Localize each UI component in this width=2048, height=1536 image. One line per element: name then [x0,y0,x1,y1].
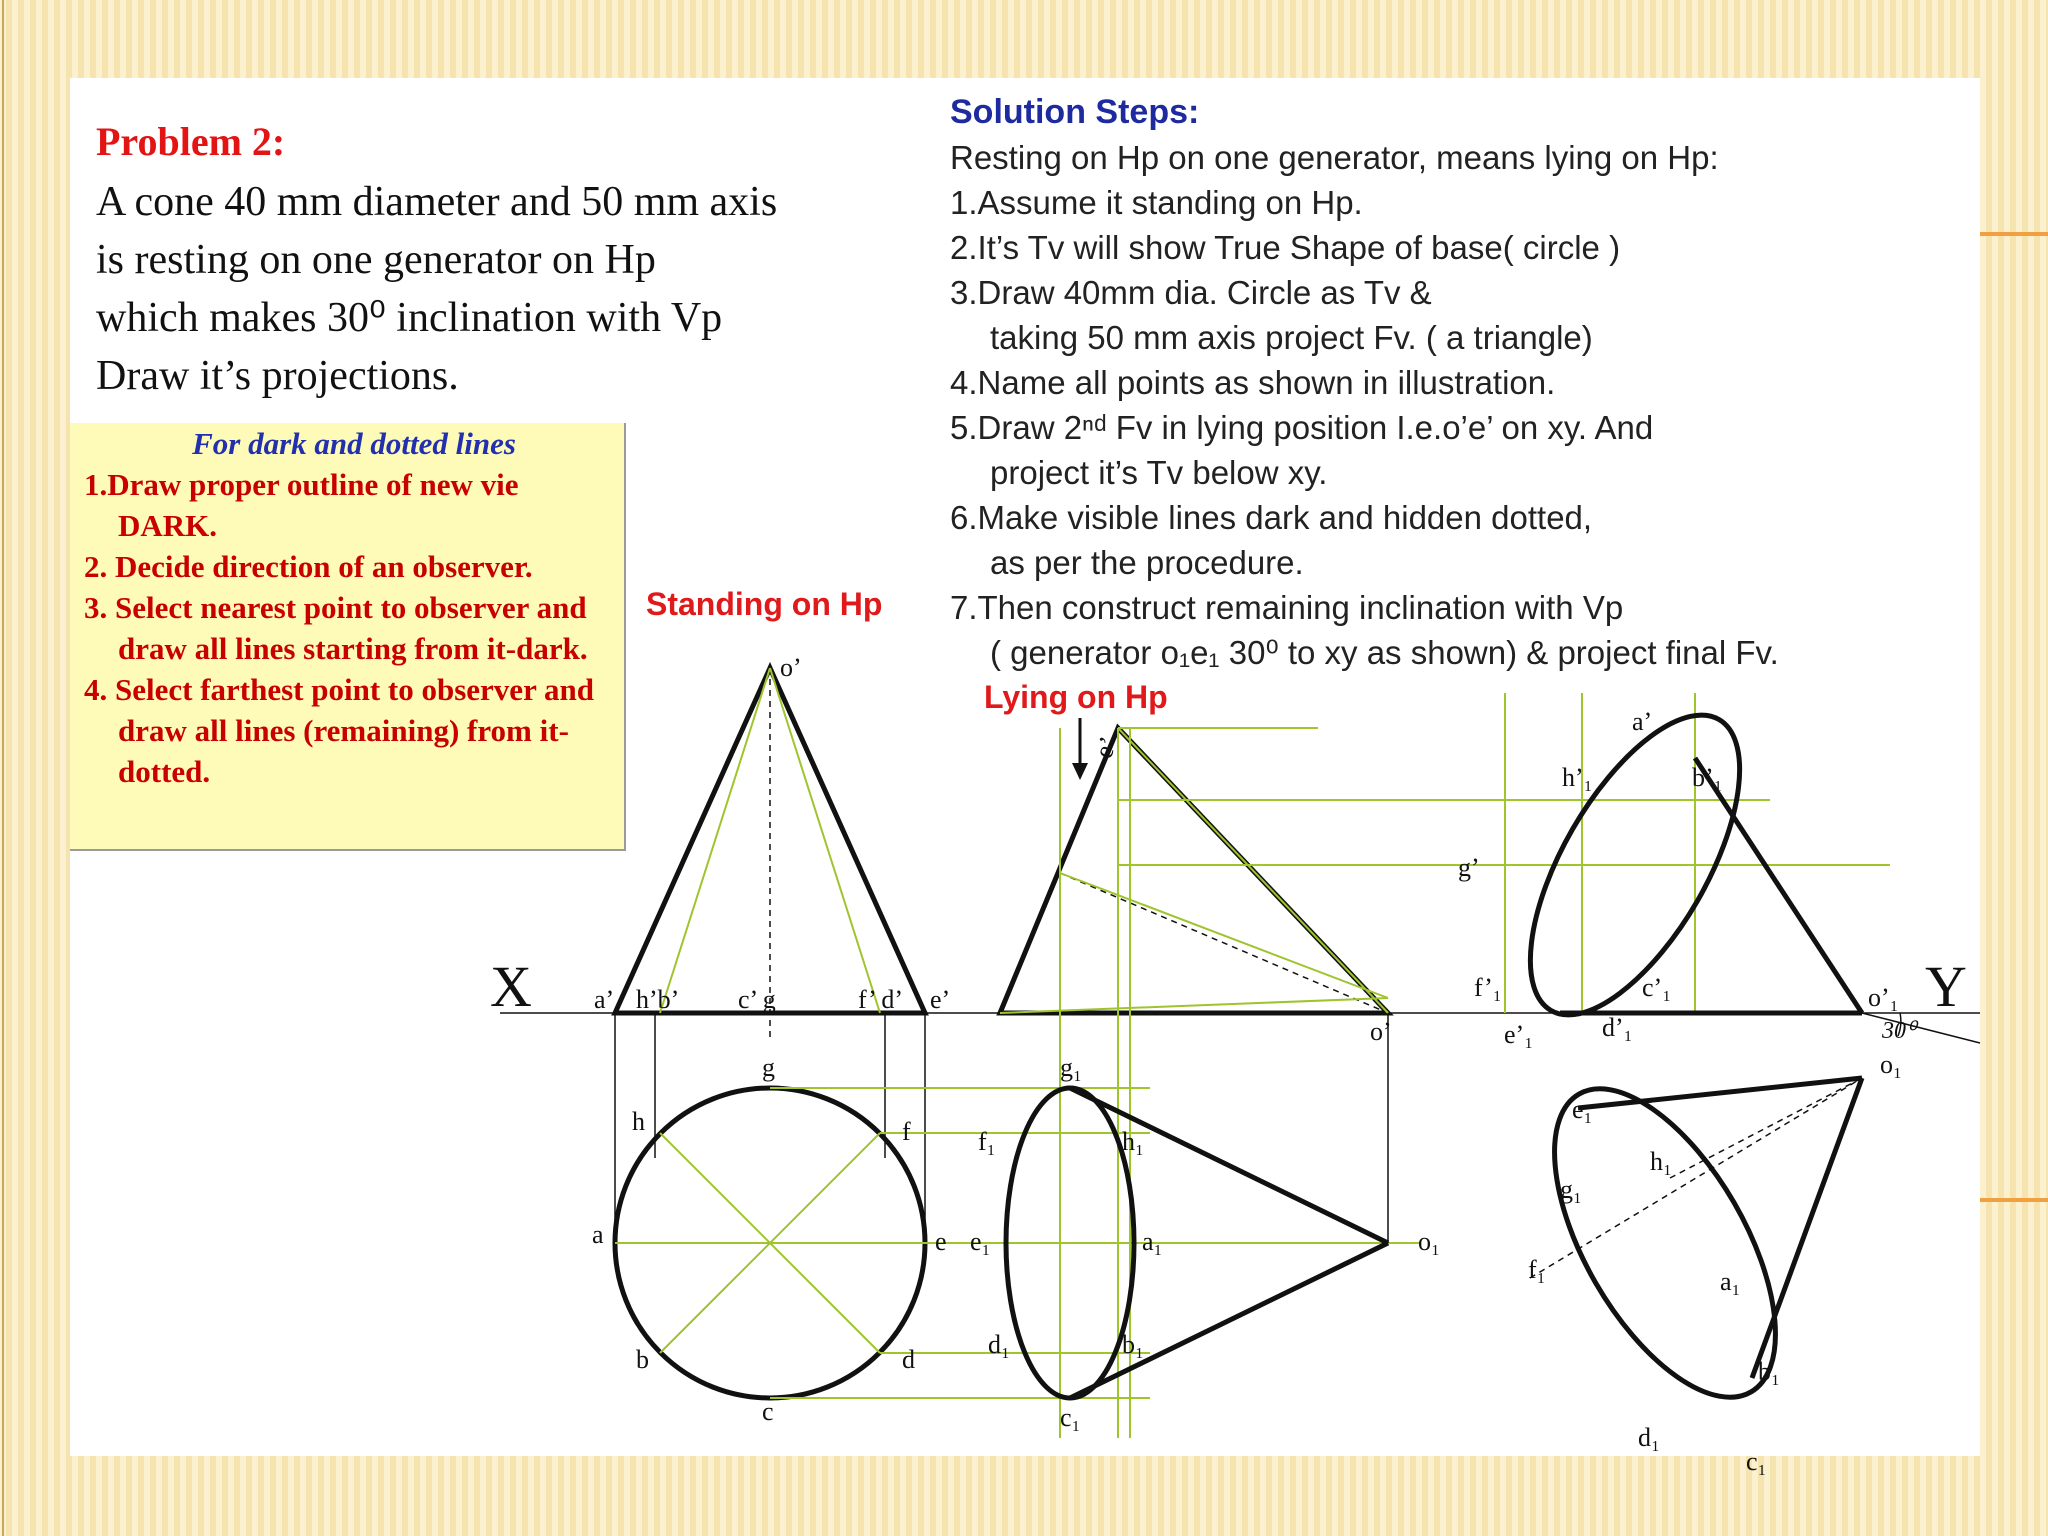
step-line: project it’s Tv below xy. [990,454,1328,491]
fv1-label: e’ [930,985,951,1014]
tv3-label: g₁ [1560,1175,1583,1204]
step-line: 5.Draw 2ⁿᵈ Fv in lying position I.e.o’e’ on xy. And [950,409,1654,446]
fv2-generator [1060,873,1388,998]
fv3-label: d’₁ [1602,1013,1633,1042]
fv3-label: a’ [1632,707,1653,736]
note-title: For dark and dotted lines [192,426,516,461]
tv3-label: a₁ [1720,1267,1741,1296]
angle-label: 30⁰ [1882,1018,1916,1044]
standing-on-hp-label: Standing on Hp [646,586,883,622]
accent-bar-top [1978,232,2048,236]
lying-on-hp-label: Lying on Hp [984,679,1168,715]
tv2-label: h₁ [1122,1127,1145,1156]
fv2-generator [1118,728,1388,1013]
fv3-label: g’ [1458,853,1480,882]
fv2-axis [1060,873,1388,1013]
fv3-label: c’₁ [1642,973,1672,1002]
tv2-label: c₁ [1060,1403,1081,1432]
tv3-label: h₁ [1650,1147,1673,1176]
fv1-label: h’b’ [636,985,680,1014]
tv2-label: b₁ [1122,1330,1145,1359]
fv-lying-cone [1000,728,1392,1046]
fv3-label: b’₁ [1692,763,1723,792]
tv3-generator [1752,1078,1862,1378]
tv3-label: o₁ [1880,1050,1903,1079]
problem-line: Draw it’s projections. [96,353,459,399]
fv1-triangle [615,668,925,1013]
fv3-label: e’₁ [1504,1020,1534,1049]
tv1-label: d [902,1345,915,1374]
tv2-label: e₁ [970,1227,991,1256]
problem-title: Problem 2: [96,119,286,164]
fv1-generator [770,668,880,1013]
tv1-label: a [592,1220,604,1249]
tv2-label: g₁ [1060,1053,1083,1082]
step-line: 3.Draw 40mm dia. Circle as Tv & [950,274,1432,311]
projection-diagram [70,78,1980,1476]
tv2-label: a₁ [1142,1227,1163,1256]
step-line: 4.Name all points as shown in illustration. [950,364,1556,401]
step-line: 6.Make visible lines dark and hidden dotted, [950,499,1593,536]
note-item: 1.Draw proper outline of new vie DARK. [84,467,519,543]
note-item: 2. Decide direction of an observer. [84,549,533,584]
fv3-label: f’₁ [1474,973,1502,1002]
slide-frame-line [2,0,4,1536]
tv1-label: g [762,1053,775,1082]
tv1-label: b [636,1345,649,1374]
tv2-label: o₁ [1418,1227,1441,1256]
step-line: 1.Assume it standing on Hp. [950,184,1363,221]
step-line: Resting on Hp on one generator, means lying on Hp: [950,139,1719,176]
tv1-label: e [935,1227,947,1256]
y-label: Y [1925,954,1967,1019]
note-item: 3. Select nearest point to observer and draw all lines starting from it-dark. [84,590,588,666]
fv-standing-cone [594,653,950,1038]
fv1-label: f’ d’ [858,985,903,1014]
problem-line: A cone 40 mm diameter and 50 mm axis [96,179,778,225]
step-line: as per the procedure. [990,544,1304,581]
note-item: 4. Select farthest point to observer and draw all lines (remaining) from it- dotted. [84,672,595,789]
x-label: X [490,954,532,1019]
fv1-generator [660,668,770,1013]
tv1-label: f [902,1117,911,1146]
step-line: taking 50 mm axis project Fv. ( a triangle) [990,319,1593,356]
tv3-label: b₁ [1758,1357,1781,1386]
fv3-label: o’₁ [1868,983,1899,1012]
fv3-generator [1695,758,1862,1013]
fv-final-cone [1118,684,1899,1049]
tv-final-cone [1510,1050,1902,1476]
tv1-label: c [762,1397,774,1426]
fv3-label: h’₁ [1562,763,1593,792]
tv1-label: h [632,1107,645,1136]
tv3-label: c₁ [1746,1447,1767,1476]
tv3-label: d₁ [1638,1423,1661,1452]
accent-bar-bottom [1978,1198,2048,1202]
tv3-label: e₁ [1572,1095,1593,1124]
observer-arrow-icon [1072,763,1088,780]
step-line: 2.It’s Tv will show True Shape of base( circle ) [950,229,1621,266]
fv2-label: e’ [1088,732,1124,763]
fv2-triangle [1000,728,1388,1013]
tv2-label: f₁ [978,1127,996,1156]
steps-title: Solution Steps: [950,93,1200,131]
problem-line: which makes 30⁰ inclination with Vp [96,295,723,341]
tv3-label: f₁ [1528,1255,1546,1284]
fv1-label: a’ [594,985,615,1014]
fv1-label: c’ g [738,985,776,1014]
step-line: ( generator o₁e₁ 30⁰ to xy as shown) & project final Fv. [990,634,1779,671]
problem-line: is resting on one generator on Hp [96,237,656,283]
fv1-label: o’ [780,653,802,682]
step-line: 7.Then construct remaining inclination with Vp [950,589,1624,626]
fv2-label: o’ [1370,1017,1392,1046]
tv2-label: d₁ [988,1330,1011,1359]
slide-content [70,78,1980,1476]
